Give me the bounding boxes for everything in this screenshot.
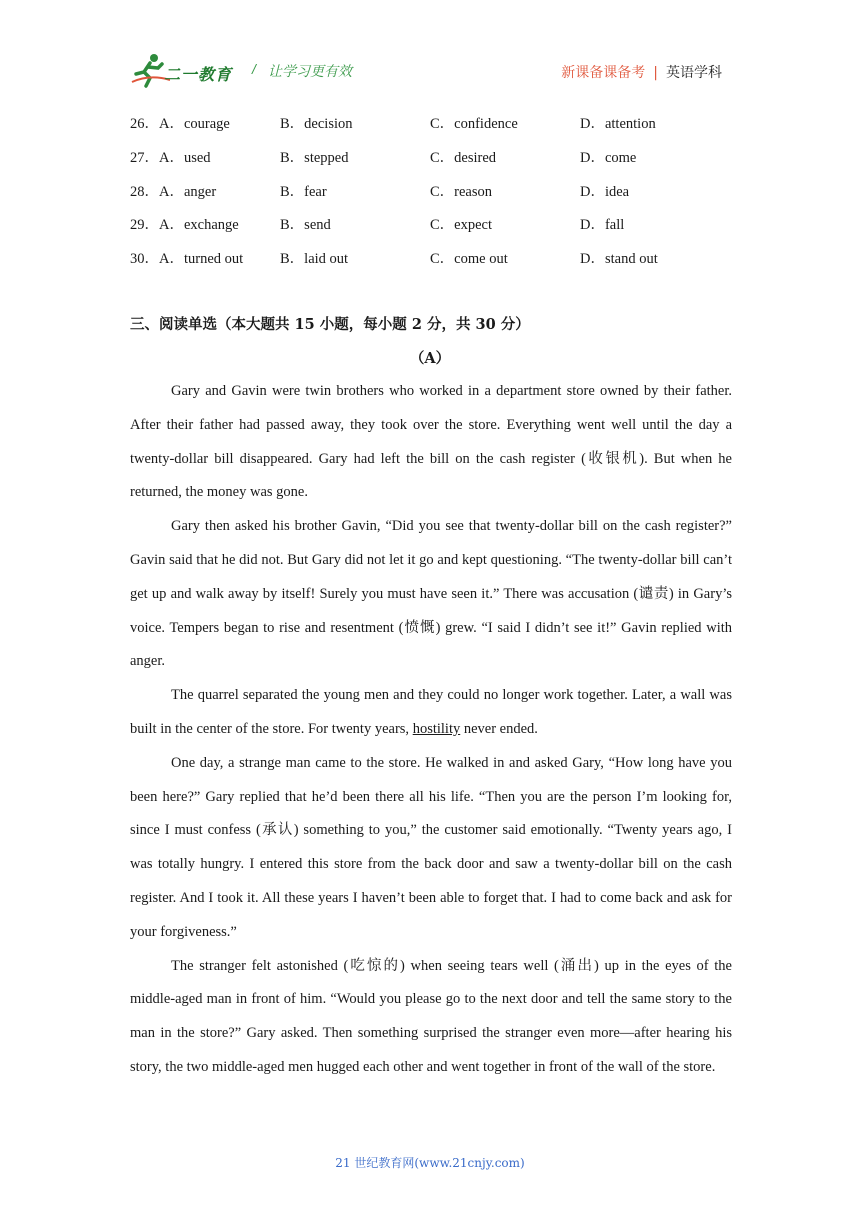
- option-row-29: [130, 213, 750, 247]
- option-a: 29．A．exchange: [130, 217, 239, 234]
- option-d: D．come: [580, 149, 637, 166]
- option-c: C．desired: [430, 149, 497, 166]
- header-slash: /: [252, 61, 256, 77]
- header-separator: |: [653, 65, 658, 81]
- option-d: D．fall: [580, 217, 625, 234]
- option-row-28: [130, 180, 750, 214]
- page-header: [0, 0, 860, 95]
- option-row-30: [130, 247, 750, 281]
- reading-passage: [130, 375, 732, 1085]
- option-c: C．come out: [430, 251, 508, 268]
- paragraph-1: Gary and Gavin were twin brothers who worked in a department store owned by their father. After their father had passed away, they took over the store. Everything went well until the day a twenty-dollar bill disappeared. Gary had left the bill on the cash register (收银机). But when he returned, the money was gone.: [130, 383, 732, 501]
- paragraph-3-end: never ended.: [460, 720, 538, 737]
- passage-label: （A）: [409, 350, 451, 367]
- option-row-26: [130, 112, 750, 146]
- paragraph-3: [130, 679, 732, 747]
- page-footer: 21 世纪教育网(www.21cnjy.com): [335, 1156, 525, 1170]
- header-subject-label: 英语学科: [666, 65, 722, 81]
- underlined-word: hostility: [412, 720, 461, 737]
- answer-options: [130, 112, 750, 281]
- paragraph-5: The stranger felt astonished (吃惊的) when seeing tears well (涌出) up in the eyes of the middle-aged man in front of him. “Would you please go to the next door and tell the same story to the man in the store?” Gary asked. Then something surprised the stranger even more—after hearing his story, the two middle-aged men hugged each other and went together in front of the wall of the store.: [130, 957, 732, 1075]
- option-d: D．stand out: [580, 251, 658, 268]
- option-a: 27．A．used: [130, 149, 211, 166]
- option-b: B．send: [280, 217, 331, 234]
- paragraph-4: One day, a strange man came to the store. He walked in and asked Gary, “How long have you been here?” Gary replied that he’d been there all his life. “Then you are the person I’m looking for, since I must confess (承认) something to you,” the customer said emotionally. “Twenty years ago, I was totally hungry. I entered this store from the back door and saw a twenty-dollar bill on the cash register. And I took it. All these years I haven’t been able to forget that. I had to come back and ask for your forgiveness.”: [130, 754, 732, 940]
- option-c: C．expect: [430, 217, 493, 234]
- option-c: C．confidence: [430, 116, 518, 132]
- option-d: D．attention: [580, 116, 656, 132]
- logo-text: 二一教育: [164, 67, 233, 84]
- option-a: 30．A．turned out: [130, 251, 244, 268]
- option-b: B．fear: [280, 183, 327, 200]
- option-b: B．laid out: [280, 251, 349, 268]
- section-title: 三、阅读单选（本大题共 15 小题，每小题 2 分，共 30 分）: [130, 316, 530, 333]
- header-course-label: 新课备课备考: [561, 65, 646, 81]
- brand-logo: [130, 52, 242, 88]
- option-c: C．reason: [430, 183, 493, 200]
- option-a: 26．A．courage: [130, 116, 230, 132]
- paragraph-3-text: The quarrel separated the young men and they could no longer work together. Later, a wall was built in the center of the store. For twenty years,: [130, 687, 732, 737]
- header-slogan: 让学习更有效: [268, 64, 352, 80]
- option-d: D．idea: [580, 183, 630, 200]
- option-b: B．decision: [280, 116, 353, 132]
- paragraph-2: Gary then asked his brother Gavin, “Did you see that twenty-dollar bill on the cash register?” Gavin said that he did not. But Gary did not let it go and kept questioning. “The twenty-dollar bill can’t get up and walk away by itself! Surely you must have seen it.” There was accusation (谴责) in Gary’s voice. Tempers began to rise and resentment (愤慨) grew. “I said I didn’t see it!” Gavin replied with anger.: [130, 518, 732, 670]
- option-a: 28．A．anger: [130, 183, 217, 200]
- option-row-27: [130, 146, 750, 180]
- option-b: B．stepped: [280, 149, 349, 166]
- header-subject: [561, 62, 722, 82]
